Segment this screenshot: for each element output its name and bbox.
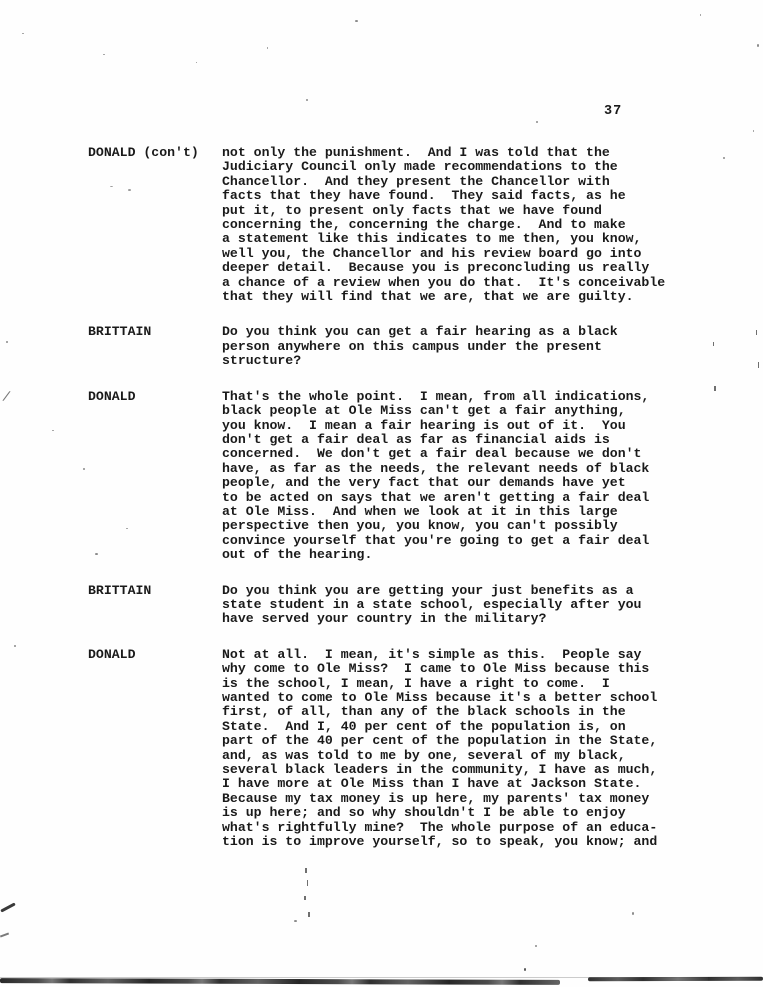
speech-line: perspective then you, you know, you can't possibly bbox=[222, 518, 618, 534]
speech-line: not only the punishment. And I was told that the bbox=[222, 145, 610, 160]
speech-line: have served your country in the military? bbox=[222, 611, 547, 627]
scan-speck bbox=[723, 157, 725, 159]
speech-line: people, and the very fact that our demands have yet bbox=[222, 475, 626, 491]
speech-line: Judiciary Council only made recommendations to the bbox=[222, 159, 618, 175]
scan-speck bbox=[294, 920, 297, 922]
speech-line: concerned. We don't get a fair deal because we don't bbox=[222, 446, 642, 462]
speech-line: is up here; and so why shouldn't I be able to enjoy bbox=[222, 805, 626, 821]
speech-line: have, as far as the needs, the relevant needs of black bbox=[222, 460, 650, 476]
speech-line: That's the whole point. I mean, from all indications, bbox=[222, 388, 650, 404]
speech-text bbox=[222, 325, 618, 368]
speech-line: I have more at Ole Miss than I have at Jackson State. bbox=[222, 776, 642, 792]
speech-line: Do you think you are getting your just benefits as a bbox=[222, 582, 634, 598]
speech-line: Do you think you can get a fair hearing as a black bbox=[222, 324, 618, 340]
scan-speck bbox=[304, 896, 306, 900]
scan-speck bbox=[128, 189, 131, 191]
scan-speck bbox=[110, 186, 113, 187]
scan-speck bbox=[14, 645, 16, 647]
scan-speck bbox=[753, 130, 754, 132]
speaker-label: DONALD bbox=[88, 388, 136, 404]
speech-line: don't get a fair deal as far as financial aids is bbox=[222, 431, 610, 447]
speech-text bbox=[222, 146, 665, 304]
speech-line: first, of all, than any of the black schools in the bbox=[222, 704, 626, 720]
speech-line: part of the 40 per cent of the population in the State, bbox=[222, 733, 658, 749]
scan-speck bbox=[632, 912, 634, 915]
scan-speck bbox=[126, 528, 128, 529]
speaker-label: DONALD bbox=[88, 646, 136, 662]
scan-speck bbox=[307, 880, 308, 886]
speaker-label: BRITTAIN bbox=[88, 324, 152, 340]
speech-line: black people at Ole Miss can't get a fair anything, bbox=[222, 403, 626, 419]
speech-line: a chance of a review when you do that. It's conceivable bbox=[222, 274, 666, 290]
speech-line: what's rightfully mine? The whole purpose of an educa- bbox=[222, 819, 658, 835]
speech-line: why come to Ole Miss? I came to Ole Miss because this bbox=[222, 661, 650, 677]
scan-artifact-bottom-bar bbox=[588, 977, 763, 982]
scan-speck bbox=[306, 99, 308, 101]
scan-speck bbox=[535, 945, 537, 947]
scan-artifact-margin-slash: / bbox=[0, 389, 12, 407]
transcript-turn bbox=[88, 146, 708, 304]
speech-line: several black leaders in the community, I have as much, bbox=[222, 762, 658, 778]
scan-artifact-corner-dash bbox=[0, 902, 16, 912]
scan-speck bbox=[196, 62, 197, 63]
scan-speck bbox=[536, 121, 538, 123]
speech-line: State. And I, 40 per cent of the population is, on bbox=[222, 718, 626, 734]
speech-text bbox=[222, 390, 649, 563]
scan-speck bbox=[83, 468, 85, 470]
speech-line: convince yourself that you're going to get a fair deal bbox=[222, 532, 650, 548]
speech-line: a statement like this indicates to me then, you know, bbox=[222, 231, 642, 247]
scan-speck bbox=[6, 341, 8, 343]
transcript-turn bbox=[88, 648, 708, 850]
scan-speck bbox=[95, 553, 98, 555]
scan-speck bbox=[267, 47, 268, 49]
speech-line: concerning the, concerning the charge. And to make bbox=[222, 217, 626, 233]
speech-line: deeper detail. Because you is preconcluding us really bbox=[222, 260, 650, 276]
scan-speck bbox=[756, 330, 757, 335]
speech-line: is the school, I mean, I have a right to come. I bbox=[222, 675, 610, 691]
speech-line: tion is to improve yourself, so to speak, you know; and bbox=[222, 834, 658, 850]
scan-speck bbox=[713, 342, 714, 346]
scan-speck bbox=[758, 362, 759, 368]
page-number: 37 bbox=[604, 104, 623, 119]
scan-speck bbox=[700, 14, 701, 16]
scan-speck bbox=[103, 54, 105, 55]
scan-speck bbox=[22, 33, 24, 34]
speech-line: that they will find that we are, that we are guilty. bbox=[222, 289, 634, 305]
scan-speck bbox=[757, 44, 759, 47]
transcript-turn bbox=[88, 325, 708, 368]
scan-speck bbox=[52, 430, 54, 431]
speech-line: out of the hearing. bbox=[222, 547, 373, 563]
speech-line: you know. I mean a fair hearing is out of it. You bbox=[222, 417, 626, 433]
scan-speck bbox=[714, 386, 716, 391]
speech-line: Because my tax money is up here, my parents' tax money bbox=[222, 790, 650, 806]
speaker-label: BRITTAIN bbox=[88, 582, 152, 598]
scan-speck bbox=[524, 968, 526, 971]
speech-line: to be acted on says that we aren't getting a fair deal bbox=[222, 489, 650, 505]
speech-line: and, as was told to me by one, several of my black, bbox=[222, 747, 626, 763]
transcript-turn bbox=[88, 584, 708, 627]
speech-line: person anywhere on this campus under the present bbox=[222, 338, 602, 354]
speech-line: facts that they have found. They said facts, as he bbox=[222, 188, 626, 204]
speaker-label: DONALD (con't) bbox=[88, 145, 199, 160]
scan-speck bbox=[305, 868, 307, 873]
speech-line: well you, the Chancellor and his review board go into bbox=[222, 245, 642, 261]
scan-artifact-corner-dash bbox=[0, 933, 9, 938]
transcript-turn bbox=[88, 390, 708, 563]
speech-line: Chancellor. And they present the Chancellor with bbox=[222, 173, 610, 189]
speech-text bbox=[222, 584, 641, 627]
scan-artifact-bottom-bar bbox=[0, 978, 560, 985]
scan-speck bbox=[355, 20, 358, 22]
speech-line: Not at all. I mean, it's simple as this. People say bbox=[222, 646, 642, 662]
speech-line: at Ole Miss. And when we look at it in this large bbox=[222, 503, 618, 519]
speech-line: structure? bbox=[222, 353, 302, 369]
speech-text bbox=[222, 648, 657, 850]
scan-speck bbox=[308, 912, 310, 917]
transcript bbox=[88, 146, 708, 870]
speech-line: put it, to present only facts that we have found bbox=[222, 202, 602, 218]
speech-line: state student in a state school, especially after you bbox=[222, 596, 642, 612]
speech-line: wanted to come to Ole Miss because it's a better school bbox=[222, 690, 658, 705]
